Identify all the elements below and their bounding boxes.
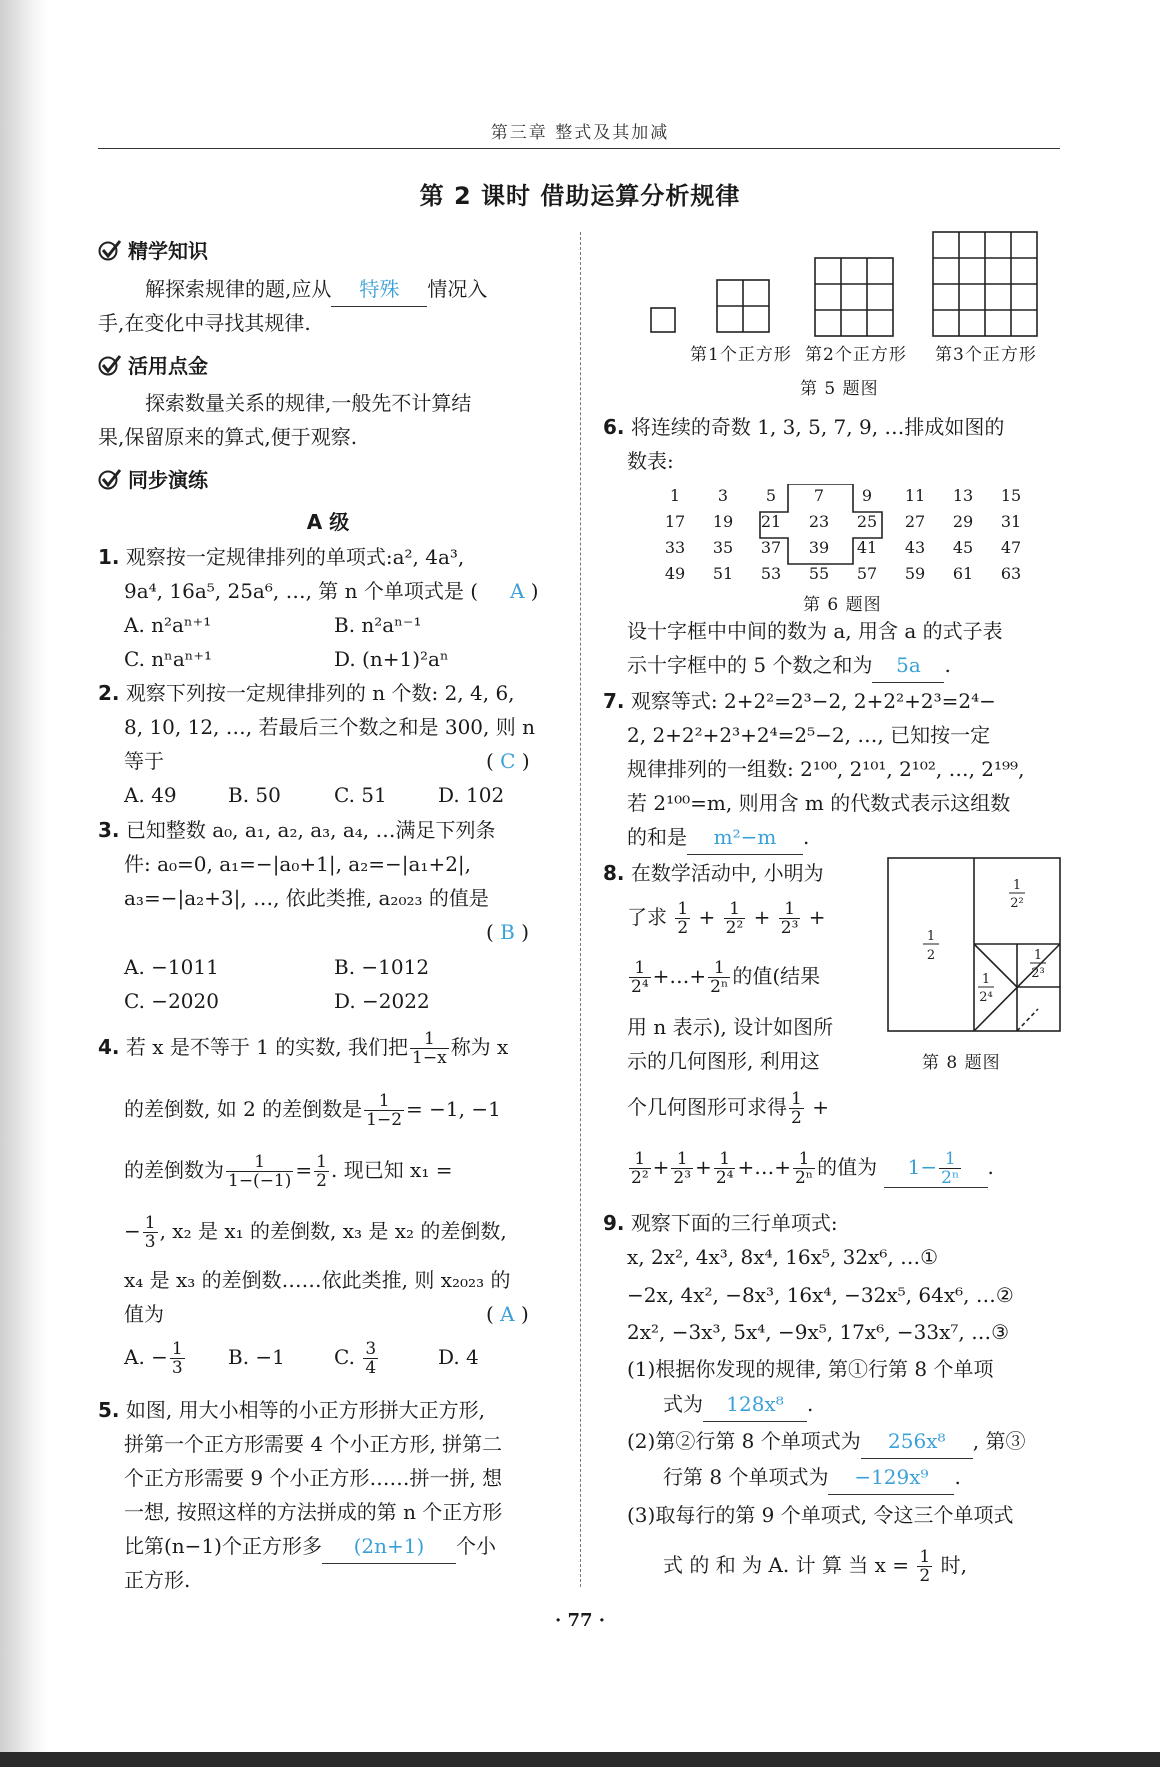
table-cell: 1 — [669, 486, 681, 505]
numerator: 1 — [634, 1149, 646, 1169]
numerator: 1 — [791, 1089, 802, 1109]
text: + — [652, 1155, 670, 1179]
q2-option-b: B. 50 — [228, 783, 281, 807]
text: 的和是 — [627, 825, 687, 849]
q2-answer: ( C ) — [486, 749, 530, 773]
section-learn — [98, 235, 208, 264]
fig-label-3: 第3个正方形 — [935, 345, 1037, 365]
denominator: 2³ — [673, 1168, 692, 1188]
numerator: 1 — [677, 899, 689, 919]
header-rule — [98, 148, 1060, 149]
answer: 1− — [907, 1155, 938, 1179]
fraction — [793, 1150, 815, 1187]
answer-blank — [884, 1150, 988, 1188]
answer-blank: 256x⁸ — [861, 1424, 973, 1459]
section-label: 精学知识 — [128, 239, 208, 263]
denominator: 2ⁿ — [710, 977, 729, 997]
q5-line3: 个正方形需要 9 个小正方形……拼一拼, 想 — [124, 1466, 503, 1490]
page-title: 第 2 课时 借助运算分析规律 — [419, 182, 741, 210]
numerator: 1 — [713, 958, 725, 978]
text: 示十字框中的 5 个数之和为 — [627, 653, 873, 677]
q4-answer: ( A ) — [486, 1302, 529, 1326]
frac-label-d: 2³ — [1031, 966, 1045, 981]
denominator: 2³ — [780, 918, 799, 938]
q9-line1 — [603, 1206, 838, 1240]
table-cell: 53 — [760, 564, 782, 583]
text: . 现已知 x₁ = — [330, 1158, 453, 1182]
q6-caption: 第 6 题图 — [803, 595, 882, 615]
text: 解探索规律的题,应从 — [145, 277, 332, 301]
frac-label-n: 1 — [926, 929, 936, 944]
q9-part2-line2: 行第 8 个单项式为 −129x⁹ . — [663, 1460, 961, 1495]
denominator: 2⁴ — [631, 977, 649, 997]
question-number: 8. — [603, 861, 625, 885]
table-cell: 23 — [808, 512, 830, 531]
denominator: 2 — [677, 918, 689, 938]
apply-line1: 探索数量关系的规律,一般先不计算结 — [145, 391, 472, 415]
q3-line1 — [98, 813, 496, 847]
text: 的值为 — [817, 1155, 878, 1179]
square-4x4 — [933, 232, 1037, 336]
q4-line4 — [124, 1214, 507, 1251]
text: 式为 — [663, 1392, 703, 1416]
q4-option-c — [334, 1340, 380, 1377]
text: 的值(结果 — [732, 964, 821, 988]
fraction — [789, 1090, 804, 1127]
frac-label-d: 2 — [926, 948, 936, 963]
numerator: 1 — [144, 1213, 156, 1233]
table-cell: 45 — [952, 538, 974, 557]
question-number: 7. — [603, 689, 625, 713]
q4-line3 — [124, 1153, 452, 1190]
text: , x₂ 是 x₁ 的差倒数, x₃ 是 x₂ 的差倒数, — [159, 1219, 507, 1243]
table-cell: 31 — [1000, 512, 1022, 531]
column-divider — [580, 232, 581, 1587]
fraction — [629, 1150, 651, 1187]
q9-part1-line1: (1)根据你发现的规律, 第①行第 8 个单项 — [627, 1357, 994, 1381]
answer: C — [500, 749, 516, 773]
q1-line1 — [98, 540, 464, 574]
fraction — [629, 959, 651, 996]
answer-blank: 128x⁸ — [703, 1387, 807, 1422]
q5-line2: 拼第一个正方形需要 4 个小正方形, 拼第二 — [124, 1432, 503, 1456]
fraction — [675, 900, 690, 937]
q9-part3-line2 — [663, 1548, 967, 1585]
text: 观察下列按一定规律排列的 n 个数: 2, 4, 6, — [125, 681, 515, 705]
q4-option-b: B. −1 — [228, 1345, 285, 1369]
text: = — [295, 1158, 313, 1182]
denominator: 1−2 — [366, 1110, 403, 1130]
table-cell: 49 — [664, 564, 686, 583]
question-number: 2. — [98, 681, 120, 705]
denominator: 2 — [919, 1566, 931, 1586]
q7-line4: 若 2¹⁰⁰=m, 则用含 m 的代数式表示这组数 — [627, 791, 1011, 815]
q8-line4: 用 n 表示), 设计如图所 — [627, 1015, 834, 1039]
question-number: 1. — [98, 545, 120, 569]
fraction — [671, 1150, 693, 1187]
q2-option-d: D. 102 — [438, 783, 505, 807]
numerator: 1 — [254, 1152, 266, 1172]
table-cell: 33 — [664, 538, 686, 557]
q3-option-b: B. −1012 — [334, 955, 430, 979]
bottom-bar — [0, 1752, 1160, 1767]
q3-option-d: D. −2022 — [334, 989, 430, 1013]
text: + — [808, 905, 826, 929]
fraction — [364, 1092, 404, 1129]
fraction — [226, 1153, 293, 1190]
table-cell: 19 — [712, 512, 734, 531]
answer-blank: m²−m — [687, 820, 803, 855]
q8-line1 — [603, 856, 824, 890]
table-cell: 63 — [1000, 564, 1022, 583]
check-icon — [98, 354, 122, 376]
denominator: 2ⁿ — [794, 1168, 814, 1188]
denominator: 2² — [725, 918, 744, 938]
q8-line7: $\frac{1}{\text{2²}}$ + $\frac{1}{\text{2³}}$ + $\frac{1}{\text{2⁴}}$ +…+ $\frac{1}{\text{2ⁿ}}$ 的值为 1− $\frac{1}{\text{2ⁿ}}$ . — [631, 1149, 994, 1188]
page-shadow — [0, 0, 48, 1767]
answer-blank: (2n+1) — [322, 1529, 456, 1564]
q8-caption: 第 8 题图 — [922, 1053, 1001, 1073]
text: A. − — [124, 1345, 168, 1369]
fraction — [779, 900, 801, 937]
q9-part1-line2: 式为 128x⁸ . — [663, 1387, 813, 1422]
table-cell: 59 — [904, 564, 926, 583]
q4-option-d: D. 4 — [438, 1345, 479, 1369]
answer-blank: 特殊 — [331, 272, 427, 307]
learn-line1 — [145, 272, 487, 307]
text: 观察等式: 2+2²=2³−2, 2+2²+2³=2⁴− — [630, 689, 996, 713]
frac-label-n: 1 — [1033, 948, 1043, 963]
q1-option-d: D. (n+1)²aⁿ — [334, 647, 449, 671]
fraction — [714, 1150, 736, 1187]
table-cell: 11 — [904, 486, 926, 505]
text: 行第 8 个单项式为 — [663, 1465, 829, 1489]
text: 个小 — [455, 1534, 496, 1558]
text: 个几何图形可求得 — [627, 1095, 787, 1119]
text: . — [944, 653, 951, 677]
denominator: 4 — [365, 1358, 377, 1378]
text: 情况入 — [427, 277, 488, 301]
square-3x3 — [815, 258, 893, 336]
q6-line2: 数表: — [627, 449, 674, 473]
question-number: 6. — [603, 415, 625, 439]
chapter-header: 第三章 整式及其加减 — [490, 123, 670, 143]
fraction — [917, 1548, 932, 1585]
q8-line2 — [627, 900, 826, 937]
denominator: 2 — [316, 1171, 327, 1191]
denominator: 2ⁿ — [941, 1168, 960, 1188]
q2-line3: 等于 — [124, 749, 164, 773]
table-cell: 27 — [904, 512, 926, 531]
q3-answer: ( B ) — [486, 920, 530, 944]
fraction — [170, 1340, 185, 1377]
denominator: 3 — [144, 1232, 156, 1252]
table-cell: 57 — [856, 564, 878, 583]
fraction — [724, 900, 746, 937]
text: +…+ — [652, 964, 707, 988]
q6-number-table — [655, 484, 1035, 594]
text: 已知整数 a₀, a₁, a₂, a₃, a₄, …满足下列条 — [125, 818, 496, 842]
q5-line4: 一想, 按照这样的方法拼成的第 n 个正方形 — [124, 1500, 503, 1524]
learn-line2: 手,在变化中寻找其规律. — [98, 311, 311, 335]
table-cell: 41 — [856, 538, 878, 557]
numerator: 1 — [798, 1149, 810, 1169]
numerator: 1 — [171, 1339, 183, 1359]
table-cell: 39 — [808, 538, 830, 557]
section-practice — [98, 464, 208, 493]
table-cell: 9 — [861, 486, 873, 505]
denominator: 1−x — [412, 1048, 447, 1068]
answer-blank: −129x⁹ — [828, 1460, 954, 1495]
table-cell: 37 — [760, 538, 782, 557]
table-cell: 47 — [1000, 538, 1022, 557]
answer: B — [500, 920, 515, 944]
text: +…+ — [737, 1155, 791, 1179]
numerator: 1 — [784, 899, 796, 919]
text: . — [803, 825, 810, 849]
level-heading: A 级 — [306, 510, 350, 534]
numerator: 1 — [316, 1152, 327, 1172]
fraction — [363, 1340, 378, 1377]
q3-line3: a₃=−|a₂+3|, …, 依此类推, a₂₀₂₃ 的值是 — [124, 886, 489, 910]
text: 式 的 和 为 A. 计 算 当 x = — [663, 1553, 910, 1577]
denominator: 2⁴ — [715, 1168, 734, 1188]
q6-line3: 设十字框中中间的数为 a, 用含 a 的式子表 — [627, 619, 1003, 643]
page-number: · 77 · — [554, 1610, 606, 1631]
check-icon — [98, 239, 122, 261]
q2-option-c: C. 51 — [334, 783, 387, 807]
q1-answer: A ) — [510, 579, 539, 603]
q1-line2 — [124, 574, 478, 608]
text: (2)第②行第 8 个单项式为 — [627, 1429, 861, 1453]
q4-option-a — [124, 1340, 187, 1377]
question-number: 9. — [603, 1211, 625, 1235]
q9-part3-line1: (3)取每行的第 9 个单项式, 令这三个单项式 — [627, 1503, 1014, 1527]
check-icon — [98, 468, 122, 490]
text: 若 x 是不等于 1 的实数, 我们把 — [125, 1035, 409, 1059]
text: − — [124, 1219, 141, 1243]
text: 称为 x — [450, 1035, 509, 1059]
text: + — [698, 905, 716, 929]
question-number: 4. — [98, 1035, 120, 1059]
q2-line1 — [98, 676, 515, 710]
text: 的差倒数为 — [124, 1158, 224, 1182]
text: 观察下面的三行单项式: — [630, 1211, 838, 1235]
text: = −1, −1 — [406, 1097, 501, 1121]
fraction — [314, 1153, 329, 1190]
text: 如图, 用大小相等的小正方形拼大正方形, — [125, 1398, 485, 1422]
table-cell: 5 — [765, 486, 777, 505]
q9-part2-line1 — [627, 1424, 1026, 1459]
q3-option-c: C. −2020 — [124, 989, 219, 1013]
q3-option-a: A. −1011 — [124, 955, 219, 979]
text: 了求 — [627, 905, 667, 929]
fraction — [708, 959, 730, 996]
q5-line5 — [124, 1529, 496, 1564]
q1-option-c: C. nⁿaⁿ⁺¹ — [124, 647, 212, 671]
q4-line2 — [124, 1092, 501, 1129]
answer: A — [500, 1302, 515, 1326]
numerator: 1 — [944, 1149, 956, 1169]
q8-line5: 示的几何图形, 利用这 — [627, 1049, 820, 1073]
table-cell: 17 — [664, 512, 686, 531]
q8-line6 — [627, 1090, 829, 1127]
fraction — [410, 1030, 449, 1067]
fig-label-2: 第2个正方形 — [805, 345, 907, 365]
question-number: 5. — [98, 1398, 120, 1422]
table-cell: 43 — [904, 538, 926, 557]
section-label: 活用点金 — [128, 354, 208, 378]
table-cell: 55 — [808, 564, 830, 583]
table-cell: 25 — [856, 512, 878, 531]
q7-line3: 规律排列的一组数: 2¹⁰⁰, 2¹⁰¹, 2¹⁰², …, 2¹⁹⁹, — [627, 757, 1025, 781]
denominator: 3 — [171, 1358, 183, 1378]
table-cell: 51 — [712, 564, 734, 583]
numerator: 1 — [729, 899, 740, 919]
table-cell: 3 — [717, 486, 729, 505]
q8-figure — [886, 856, 1062, 1034]
q6-line1 — [603, 410, 1004, 444]
frac-label-d: 2⁴ — [979, 990, 993, 1005]
square-2x2 — [717, 280, 769, 332]
table-cell: 13 — [952, 486, 974, 505]
frac-label-d: 2² — [1010, 896, 1024, 911]
fraction — [143, 1214, 158, 1251]
denominator: 1−(−1) — [228, 1171, 292, 1191]
text: 9a⁴, 16a⁵, 25a⁶, …, 第 n 个单项式是 ( — [124, 579, 479, 603]
square-1x1 — [651, 308, 675, 332]
denominator: 2² — [631, 1168, 649, 1188]
text: 的差倒数, 如 2 的差倒数是 — [124, 1097, 363, 1121]
q1-option-a: A. n²aⁿ⁺¹ — [124, 613, 212, 637]
q4-line6: 值为 — [124, 1302, 164, 1326]
text: + — [812, 1095, 829, 1119]
text: 时, — [940, 1553, 967, 1577]
frac-label-n: 1 — [1012, 878, 1022, 893]
q7-line2: 2, 2+2²+2³+2⁴=2⁵−2, …, 已知按一定 — [627, 723, 991, 747]
q9-row1: x, 2x², 4x³, 8x⁴, 16x⁵, 32x⁶, …① — [627, 1245, 939, 1269]
q5-line1 — [98, 1393, 485, 1427]
q1-option-b: B. n²aⁿ⁻¹ — [334, 613, 422, 637]
text: 将连续的奇数 1, 3, 5, 7, 9, …排成如图的 — [630, 415, 1005, 439]
text: C. — [334, 1345, 355, 1369]
q7-line5 — [627, 820, 809, 855]
q2-line2: 8, 10, 12, …, 若最后三个数之和是 300, 则 n — [124, 715, 535, 739]
fraction — [939, 1150, 961, 1187]
denominator: 2 — [791, 1108, 802, 1128]
q8-line3 — [627, 959, 820, 996]
q4-line5: x₄ 是 x₃ 的差倒数……依此类推, 则 x₂₀₂₃ 的 — [124, 1268, 511, 1292]
table-cell: 15 — [1000, 486, 1022, 505]
table-cell: 21 — [760, 512, 782, 531]
q5-line6: 正方形. — [124, 1568, 191, 1592]
numerator: 1 — [634, 958, 646, 978]
fig-label-1: 第1个正方形 — [690, 345, 792, 365]
numerator: 1 — [719, 1149, 731, 1169]
q5-caption: 第 5 题图 — [800, 379, 879, 399]
q6-line4 — [627, 648, 951, 683]
section-apply — [98, 350, 208, 379]
text: + — [753, 905, 771, 929]
q9-row2: −2x, 4x², −8x³, 16x⁴, −32x⁵, 64x⁶, …② — [627, 1283, 1014, 1307]
numerator: 3 — [365, 1339, 377, 1359]
text: 在数学活动中, 小明为 — [630, 861, 824, 885]
numerator: 1 — [423, 1029, 435, 1049]
text: 比第(n−1)个正方形多 — [124, 1534, 322, 1558]
table-cell: 35 — [712, 538, 734, 557]
numerator: 1 — [676, 1149, 688, 1169]
text: , 第③ — [972, 1429, 1026, 1453]
section-label: 同步演练 — [128, 468, 208, 492]
numerator: 1 — [378, 1091, 390, 1111]
q4-line1 — [98, 1030, 508, 1067]
numerator: 1 — [919, 1547, 931, 1567]
answer: A — [510, 579, 525, 603]
frac-label-n: 1 — [981, 972, 991, 987]
q3-line2: 件: a₀=0, a₁=−|a₀+1|, a₂=−|a₁+2|, — [124, 852, 472, 876]
answer-blank: 5a — [872, 648, 944, 683]
text: 观察按一定规律排列的单项式:a², 4a³, — [125, 545, 465, 569]
table-cell: 29 — [952, 512, 974, 531]
question-number: 3. — [98, 818, 120, 842]
text: + — [695, 1155, 712, 1179]
table-cell: 7 — [813, 486, 825, 505]
q2-option-a: A. 49 — [124, 783, 177, 807]
q9-row3: 2x², −3x³, 5x⁴, −9x⁵, 17x⁶, −33x⁷, …③ — [627, 1320, 1010, 1344]
q7-line1 — [603, 684, 996, 718]
apply-line2: 果,保留原来的算式,便于观察. — [98, 425, 358, 449]
table-cell: 61 — [952, 564, 974, 583]
